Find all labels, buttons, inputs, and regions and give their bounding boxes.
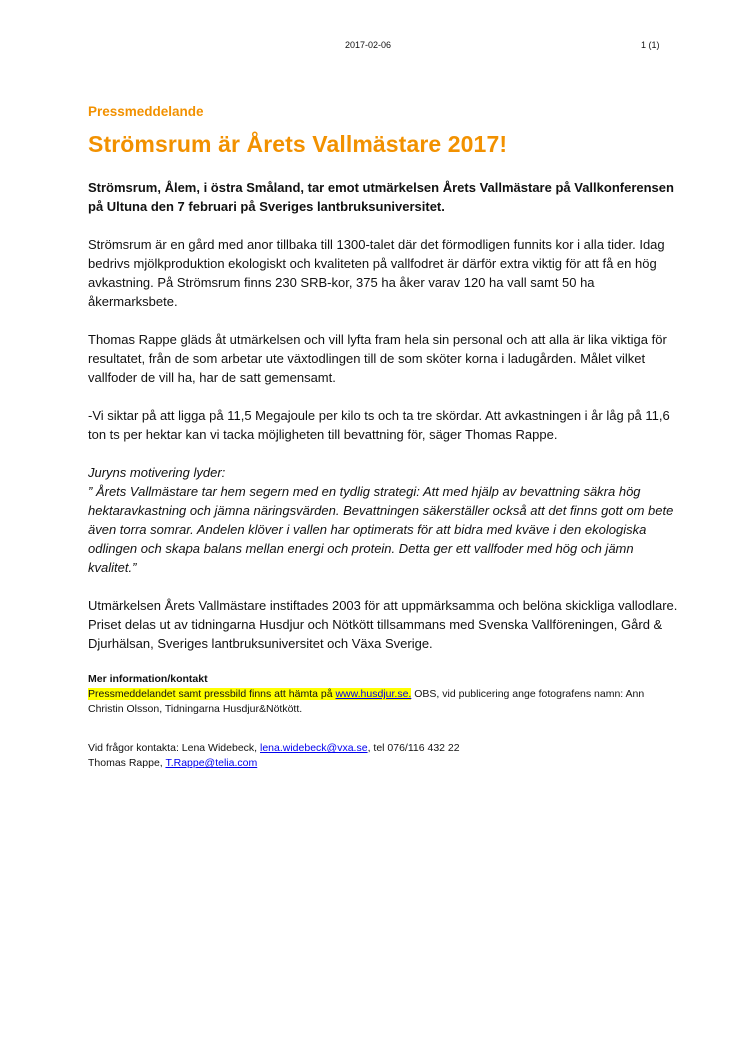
lead-paragraph: Strömsrum, Ålem, i östra Småland, tar emot utmärkelsen Årets Vallmästare på Vallkonferensen på Ultuna den 7 februari på Sveriges lantbruksuniversitet.	[88, 180, 674, 214]
info-highlight	[88, 688, 411, 700]
contact-line-2	[88, 756, 678, 771]
body-paragraph-3: -Vi siktar på att ligga på 11,5 Megajoule per kilo ts och ta tre skördar. Att avkastningen i år låg på 11,6 ton ts per hektar kan vi tacka möjligheten till bevattning för, säger Thomas Rappe.	[88, 408, 670, 442]
closing-paragraph: Utmärkelsen Årets Vallmästare instiftades 2003 för att uppmärksamma och belöna skickliga vallodlare. Priset delas ut av tidningarna Husdjur och Nötkött tillsammans med Svenska Vallföreningen, Gård & Djurhälsan, Sveriges lantbruksuniversitet och Växa Sverige.	[88, 598, 678, 651]
thomas-email-link[interactable]: T.Rappe@telia.com	[165, 757, 258, 769]
document-label: Pressmeddelande	[88, 104, 204, 119]
contact-line-1	[88, 741, 678, 756]
contact-line-1-suffix: , tel 076/116 432 22	[367, 742, 460, 754]
info-text	[88, 687, 678, 717]
header-date: 2017-02-06	[345, 40, 392, 50]
info-highlight-text: Pressmeddelandet samt pressbild finns att hämta på	[88, 688, 336, 700]
contact-section	[88, 741, 678, 771]
body-paragraph-2: Thomas Rappe gläds åt utmärkelsen och vill lyfta fram hela sin personal och att alla är lika viktiga för resultatet, från de som arbetar ute växtodlingen till de som sköter korna i ladugården. Målet vilket vallfoder de vill ha, har de satt gemensamt.	[88, 332, 667, 385]
info-rest: OBS, vid publicering ange fotografens namn: Ann Christin Olsson, Tidningarna Husdjur&Nötkött.	[88, 688, 645, 715]
jury-heading: Juryns motivering lyder:	[88, 465, 226, 480]
lena-email-link[interactable]: lena.widebeck@vxa.se	[260, 742, 368, 754]
header-page-number: 1 (1)	[641, 40, 660, 50]
jury-section	[88, 463, 678, 577]
spacer	[88, 717, 678, 729]
body-paragraph-1: Strömsrum är en gård med anor tillbaka till 1300-talet där det förmodligen funnits kor i alla tider. Idag bedrivs mjölkproduktion ekologiskt och kvaliteten på vallfodret är därför extra viktig för att få en hög avkastning. På Strömsrum finns 230 SRB-kor, 375 ha åker varav 120 ha vall samt 50 ha åkermarksbete.	[88, 237, 665, 309]
document-title: Strömsrum är Årets Vallmästare 2017!	[88, 131, 508, 157]
husdjur-link[interactable]: www.husdjur.se.	[335, 688, 412, 700]
contact-line-2-prefix: Thomas Rappe,	[88, 757, 166, 769]
document-body	[88, 104, 678, 771]
contact-line-1-prefix: Vid frågor kontakta: Lena Widebeck,	[88, 742, 260, 754]
spacer	[88, 729, 678, 741]
info-heading: Mer information/kontakt	[88, 673, 208, 685]
jury-quote: ” Årets Vallmästare tar hem segern med en tydlig strategi: Att med hjälp av bevattning säkra hög hektaravkastning och jämna näringsvärden. Bevattningen säkerställer också att det finns gott om bete även torra somrar. Andelen klöver i vallen har optimerats för att bidra med kväve i den ekologiska odlingen och skapa balans mellan energi och protein. Detta ger ett vallfoder med hög och jämn kvalitet.”	[88, 484, 674, 575]
info-section	[88, 672, 678, 717]
